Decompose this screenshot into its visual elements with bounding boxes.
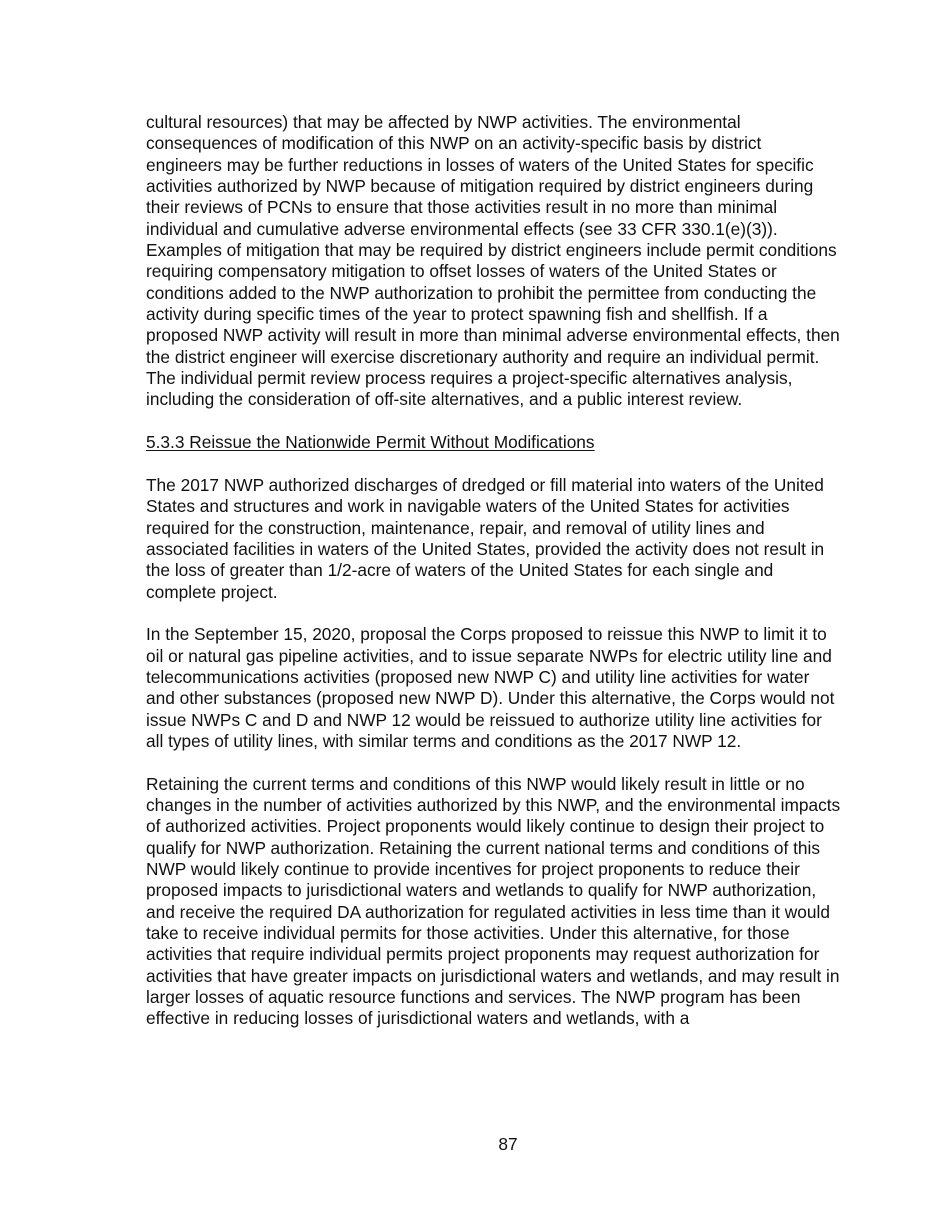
paragraph-retaining-terms: Retaining the current terms and conditions of this NWP would likely result in little or no changes in the number of activities authorized by this NWP, and the environmental impacts of authorized activities. Project proponents would likely continue to design their project to qualify for NWP authorization. Retaining the current national terms and conditions of this NWP would likely continue to provide incentives for project proponents to reduce their proposed impacts to jurisdictional waters and wetlands to qualify for NWP authorization, and receive the required DA authorization for regulated activities in less time than it would take to receive individual permits for those activities. Under this alternative, for those activities that require individual permits project proponents may request authorization for activities that have greater impacts on jurisdictional waters and wetlands, and may result in larger losses of aquatic resource functions and services. The NWP program has been effective in reducing losses of jurisdictional waters and wetlands, with a — [146, 773, 841, 1029]
paragraph-environmental-consequences: cultural resources) that may be affected by NWP activities. The environmental consequences of modification of this NWP on an activity-specific basis by district engineers may be further reductions in losses of waters of the United States for specific activities authorized by NWP because of mitigation required by district engineers during their reviews of PCNs to ensure that those activities result in no more than minimal individual and cumulative adverse environmental effects (see 33 CFR 330.1(e)(3)). Examples of mitigation that may be required by district engineers include permit conditions requiring compensatory mitigation to offset losses of waters of the United States or conditions added to the NWP authorization to prohibit the permittee from conducting the activity during specific times of the year to protect spawning fish and shellfish. If a proposed NWP activity will result in more than minimal adverse environmental effects, then the district engineer will exercise discretionary authority and require an individual permit. The individual permit review process requires a project-specific alternatives analysis, including the consideration of off-site alternatives, and a public interest review. — [146, 112, 840, 410]
paragraph-september-proposal: In the September 15, 2020, proposal the Corps proposed to reissue this NWP to limit it to oil or natural gas pipeline activities, and to issue separate NWPs for electric utility line and telecommunications activities (proposed new NWP C) and utility line activities for water and other substances (proposed new NWP D). Under this alternative, the Corps would not issue NWPs C and D and NWP 12 would be reissued to authorize utility line activities for all types of utility lines, with similar terms and conditions as the 2017 NWP 12. — [146, 624, 835, 751]
paragraph-2017-nwp: The 2017 NWP authorized discharges of dredged or fill material into waters of the United States and structures and work in navigable waters of the United States for activities required for the construction, maintenance, repair, and removal of utility lines and associated facilities in waters of the United States, provided the activity does not result in the loss of greater than 1/2-acre of waters of the United States for each single and complete project. — [146, 474, 825, 602]
page-number: 87 — [498, 1134, 518, 1154]
document-page — [146, 112, 841, 1051]
section-heading: 5.3.3 Reissue the Nationwide Permit Without Modifications — [146, 432, 595, 453]
